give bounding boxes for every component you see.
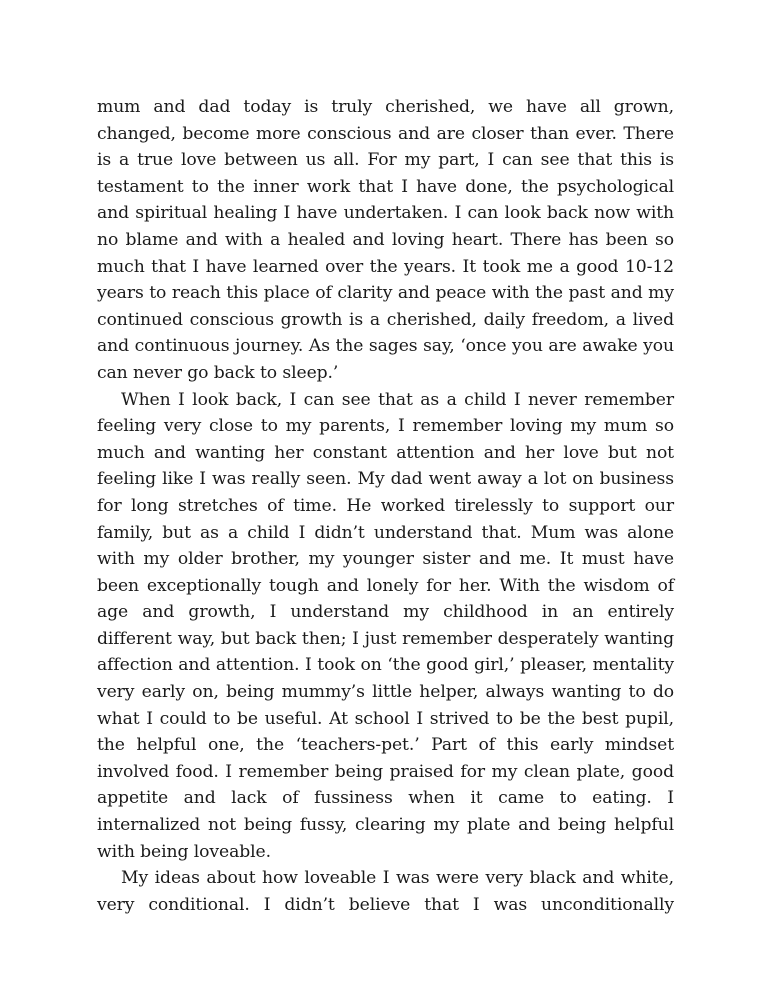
document-page	[97, 94, 674, 918]
paragraph-3: My ideas about how loveable I was were very black and white, very conditional. I didn’t believe that I was unconditionally	[97, 868, 674, 915]
paragraph-2: When I look back, I can see that as a child I never remember feeling very close to my parents, I remember loving my mum so much and wanting her constant attention and her love but not feeling like I was really seen. My dad went away a lot on business for long stretches of time. He worked tirelessly to support our family, but as a child I didn’t understand that. Mum was alone with my older brother, my younger sister and me. It must have been exceptionally tough and lonely for her. With the wisdom of age and growth, I understand my childhood in an entirely different way, but back then; I just remember desperately wanting affection and attention. I took on ‘the good girl,’ pleaser, mentality very early on, being mummy’s little helper, always wanting to do what I could to be useful. At school I strived to be the best pupil, the helpful one, the ‘teachers-pet.’ Part of this early mindset involved food. I remember being praised for my clean plate, good appetite and lack of fussiness when it came to eating. I internalized not being fussy, clearing my plate and being helpful with being loveable.	[97, 389, 674, 862]
paragraph-1: mum and dad today is truly cherished, we have all grown, changed, become more conscious and are closer than ever. There is a true love between us all. For my part, I can see that this is testament to the inner work that I have done, the psychological and spiritual healing I have undertaken. I can look back now with no blame and with a healed and loving heart. There has been so much that I have learned over the years. It took me a good 10-12 years to reach this place of clarity and peace with the past and my continued conscious growth is a cherished, daily freedom, a lived and continuous journey. As the sages say, ‘once you are awake you can never go back to sleep.’	[97, 97, 674, 383]
